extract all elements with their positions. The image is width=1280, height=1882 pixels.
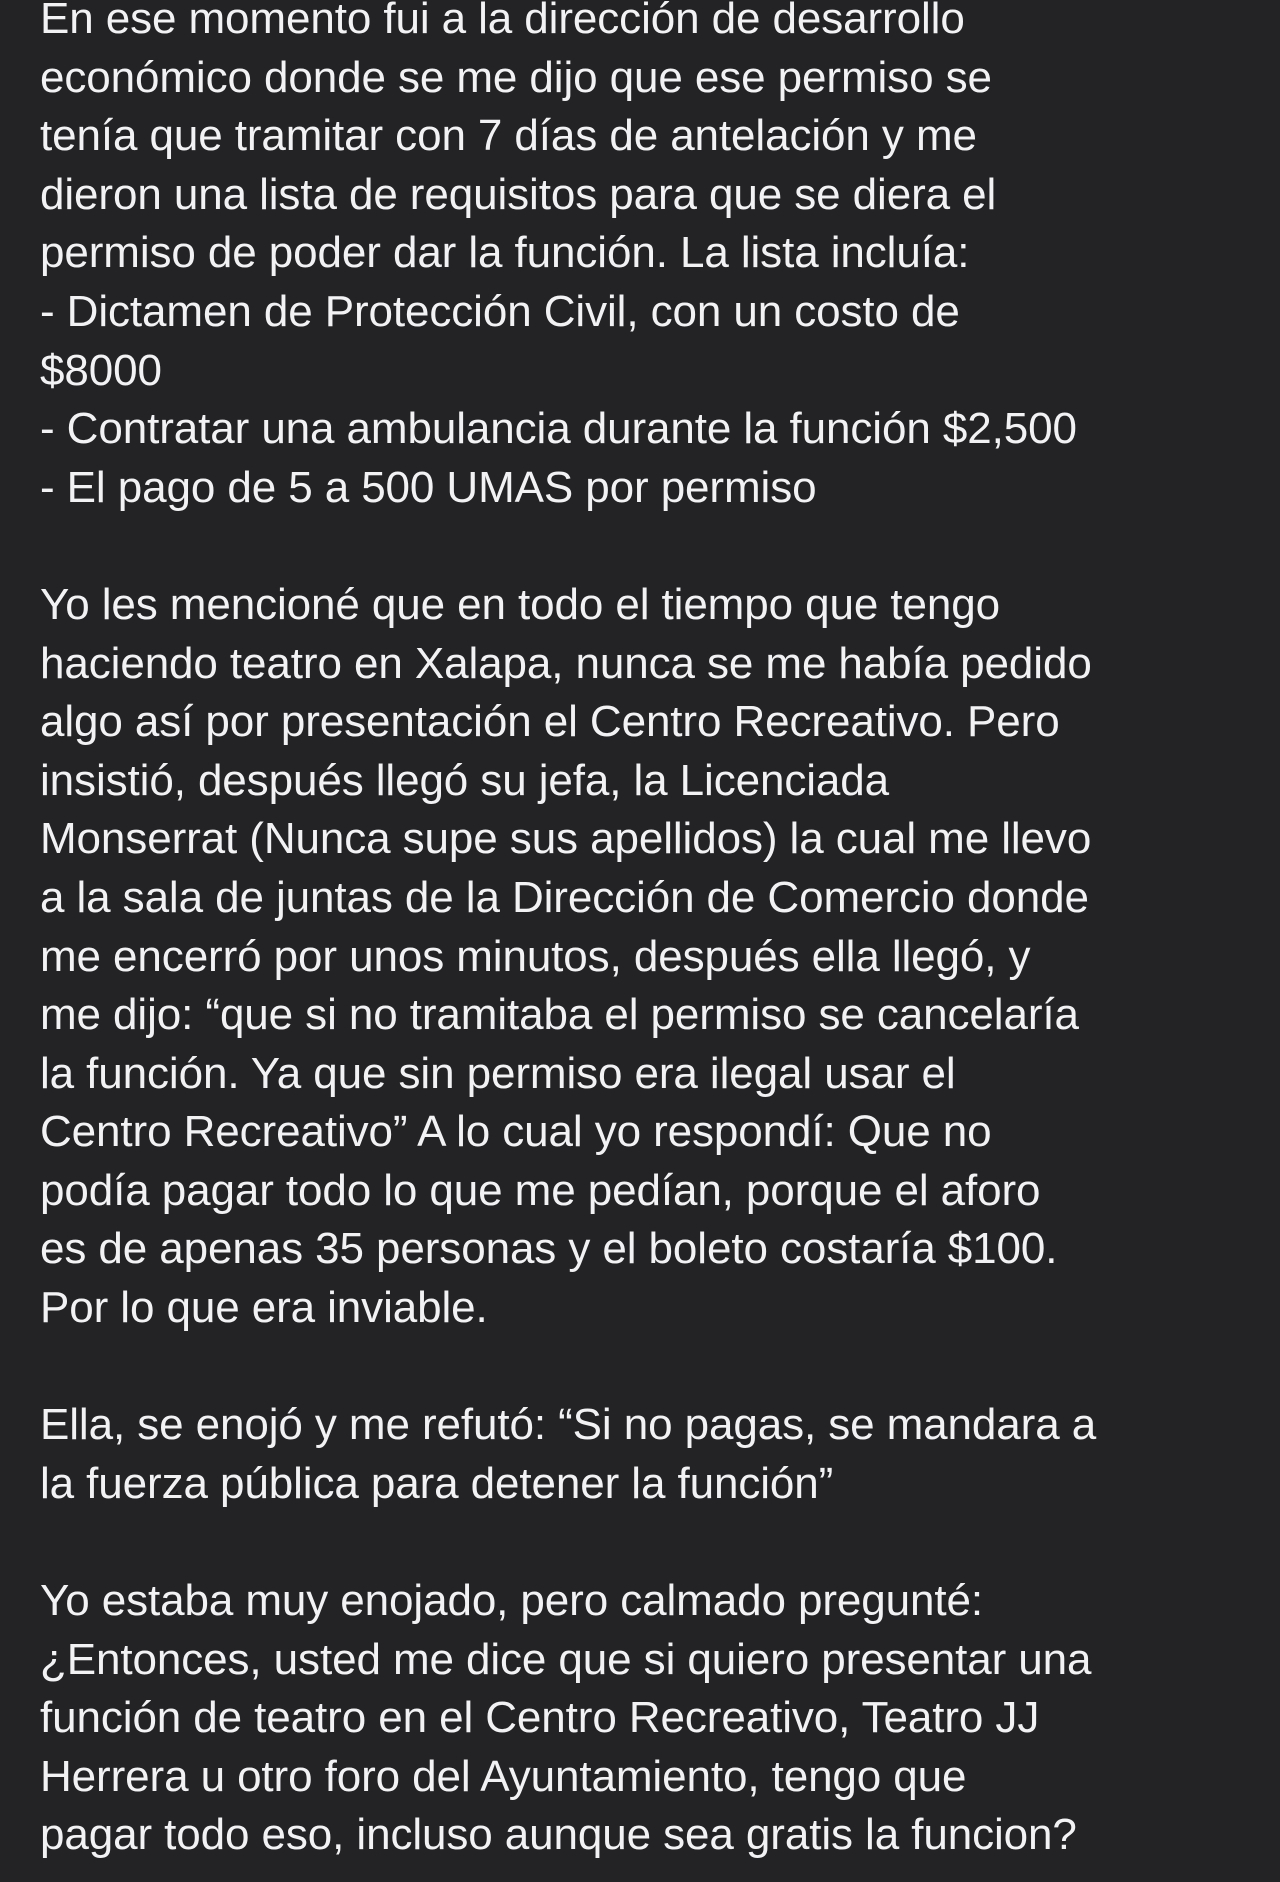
- text-line: ¿Entonces, usted me dice que si quiero presentar una: [40, 1634, 1092, 1684]
- paragraph-spacer: [40, 1338, 1255, 1397]
- list-item-line: - Dictamen de Protección Civil, con un costo de: [40, 286, 960, 336]
- text-line: podía pagar todo lo que me pedían, porque el aforo: [40, 1165, 1041, 1215]
- paragraph-meeting: [40, 576, 1255, 1338]
- text-line: haciendo teatro en Xalapa, nunca se me había pedido: [40, 638, 1092, 688]
- paragraph-requirements: [40, 0, 1255, 517]
- text-line: Ella, se enojó y me refutó: “Si no pagas, se mandara a: [40, 1400, 1097, 1450]
- text-line: Yo estaba muy enojado, pero calmado pregunté:: [40, 1576, 983, 1626]
- text-line: me dijo: “que si no tramitaba el permiso se cancelaría: [40, 990, 1079, 1040]
- paragraph-spacer: [40, 1513, 1255, 1572]
- text-line: función de teatro en el Centro Recreativo, Teatro JJ: [40, 1693, 1040, 1743]
- text-line: la función. Ya que sin permiso era ilegal usar el: [40, 1048, 956, 1098]
- paragraph-threat: [40, 1396, 1255, 1513]
- text-line: la fuerza pública para detener la función”: [40, 1458, 834, 1508]
- text-line: Centro Recreativo” A lo cual yo respondí: Que no: [40, 1107, 992, 1157]
- text-line: Por lo que era inviable.: [40, 1283, 488, 1333]
- paragraph-spacer: [40, 517, 1255, 576]
- paragraph-question: [40, 1572, 1255, 1865]
- text-line: dieron una lista de requisitos para que se diera el: [40, 169, 997, 219]
- text-line: En ese momento fui a la dirección de desarrollo: [40, 0, 965, 43]
- text-line: Monserrat (Nunca supe sus apellidos) la cual me llevo: [40, 814, 1092, 864]
- list-item-line: - El pago de 5 a 500 UMAS por permiso: [40, 462, 817, 512]
- text-line: insistió, después llegó su jefa, la Licenciada: [40, 755, 890, 805]
- text-line: pagar todo eso, incluso aunque sea gratis la funcion?: [40, 1810, 1077, 1860]
- text-line: me encerró por unos minutos, después ella llegó, y: [40, 931, 1031, 981]
- text-line: es de apenas 35 personas y el boleto costaría $100.: [40, 1224, 1058, 1274]
- list-item-line: $8000: [40, 345, 162, 395]
- text-line: a la sala de juntas de la Dirección de Comercio donde: [40, 872, 1089, 922]
- list-item-line: - Contratar una ambulancia durante la función $2,500: [40, 404, 1077, 454]
- text-line: tenía que tramitar con 7 días de antelación y me: [40, 111, 977, 161]
- post-text: [40, 0, 1255, 1865]
- text-line: Herrera u otro foro del Ayuntamiento, tengo que: [40, 1751, 967, 1801]
- text-line: económico donde se me dijo que ese permiso se: [40, 52, 992, 102]
- text-line: permiso de poder dar la función. La lista incluía:: [40, 228, 970, 278]
- text-line: Yo les mencioné que en todo el tiempo que tengo: [40, 579, 1000, 629]
- text-line: algo así por presentación el Centro Recreativo. Pero: [40, 697, 1060, 747]
